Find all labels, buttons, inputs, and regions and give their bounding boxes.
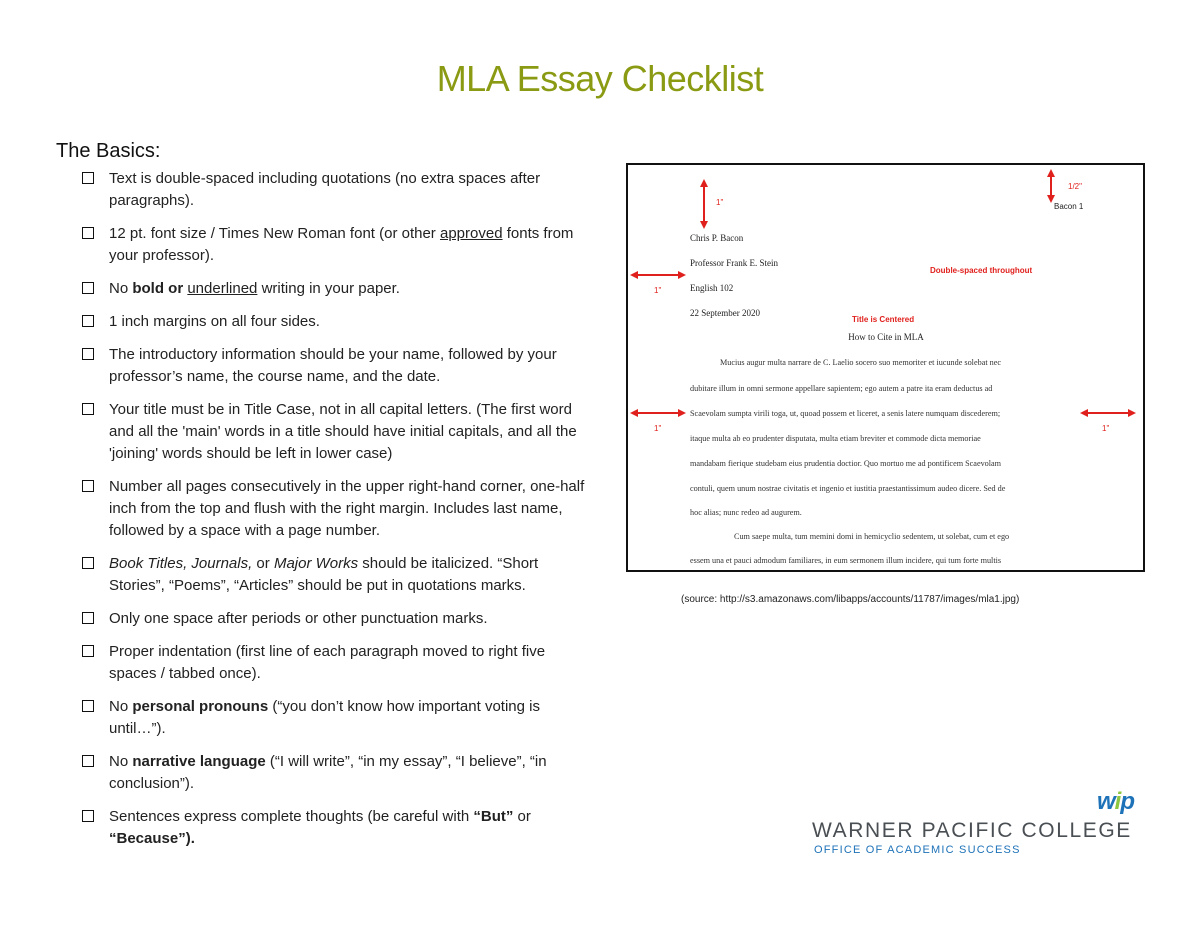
- checklist-item-text: (“I will write”, “in my essay”, “I believe”, “in conclusion”).: [109, 753, 547, 792]
- college-logo: [812, 788, 1142, 863]
- checklist-item-text: Book Titles, Journals,: [109, 555, 253, 572]
- sample-heading-line: English 102: [690, 283, 734, 293]
- checklist-item-text: underlined: [187, 280, 258, 297]
- checklist-item-text: personal pronouns: [132, 698, 269, 715]
- checklist-item-text: Number all pages consecutively in the upper right-hand corner, one-half inch from the top and flush with the right margin. Includes last name, followed by a space with a page number.: [109, 478, 585, 539]
- checklist-item-text: approved: [439, 225, 503, 242]
- sample-essay-title: How to Cite in MLA: [848, 332, 924, 342]
- sample-body-line: Scaevolam sumpta virili toga, ut, quoad possem et liceret, a senis latere numquam discederem;: [690, 409, 1001, 418]
- checklist: [82, 168, 587, 861]
- sample-heading-line: Professor Frank E. Stein: [690, 258, 778, 268]
- checklist-item-text: bold or: [132, 280, 184, 297]
- checklist-item-text: 12 pt. font size / Times New Roman font (or other: [109, 225, 440, 242]
- checklist-item: [82, 476, 587, 542]
- checklist-item: [82, 608, 587, 630]
- sample-body-line: essem una et pauci admodum familiares, in eum sermonem illum incidere, qui tum forte multis: [690, 556, 1002, 565]
- checklist-item: [82, 641, 587, 685]
- checklist-item-text: Text is double-spaced including quotations (no extra spaces after paragraphs).: [109, 170, 541, 209]
- sample-body-line: Cum saepe multa, tum memini domi in hemicyclio sedentem, ut solebat, cum et ego: [734, 532, 1010, 541]
- checklist-item-text: or: [252, 555, 274, 572]
- checklist-item: [82, 278, 587, 300]
- sample-body-line: mandabam fierique studebam eius prudentia doctior. Quo mortuo me ad pontificem Scaevolam: [690, 459, 1002, 468]
- checklist-item-text: “Because”).: [109, 830, 195, 847]
- sample-heading-line: Chris P. Bacon: [690, 233, 744, 243]
- checklist-item: [82, 223, 587, 267]
- checkbox-icon[interactable]: [82, 282, 94, 294]
- checklist-item-text: Sentences express complete thoughts (be careful with: [109, 808, 474, 825]
- college-name: WARNER PACIFIC COLLEGE: [812, 819, 1132, 842]
- checklist-item: [82, 751, 587, 795]
- document-title: MLA Essay Checklist: [436, 58, 764, 99]
- checkbox-icon[interactable]: [82, 480, 94, 492]
- checklist-item-text: or: [513, 808, 531, 825]
- checkbox-icon[interactable]: [82, 315, 94, 327]
- checkbox-icon[interactable]: [82, 172, 94, 184]
- note-double-spaced: Double-spaced throughout: [930, 266, 1033, 275]
- sample-body-line: dubitare illum in omni sermone appellare sapientem; ego autem a patre ita eram deductus ad: [690, 384, 993, 393]
- checklist-item-text: No: [109, 753, 133, 770]
- checkbox-icon[interactable]: [82, 612, 94, 624]
- checklist-item: [82, 399, 587, 465]
- checklist-item-text: should be italicized. “Short Stories”, “Poems”, “Articles” should be put in quotations marks.: [109, 555, 539, 594]
- checkbox-icon[interactable]: [82, 403, 94, 415]
- checklist-item-text: Proper indentation (first line of each paragraph moved to right five spaces / tabbed once).: [109, 643, 546, 682]
- checklist-item-text: (“you don’t know how important voting is until…”).: [109, 698, 540, 737]
- checkbox-icon[interactable]: [82, 700, 94, 712]
- note-title-centered: Title is Centered: [852, 315, 915, 324]
- checkbox-icon[interactable]: [82, 645, 94, 657]
- checklist-item-text: Only one space after periods or other punctuation marks.: [109, 610, 488, 627]
- checkbox-icon[interactable]: [82, 810, 94, 822]
- checklist-item-text: “But”: [473, 808, 514, 825]
- wp-logo-icon: wip: [1096, 788, 1134, 815]
- sample-heading-line: 22 September 2020: [690, 308, 760, 318]
- margin-label-left-mid: 1": [654, 424, 662, 433]
- checklist-item: [82, 344, 587, 388]
- checkbox-icon[interactable]: [82, 227, 94, 239]
- checklist-item-text: The introductory information should be your name, followed by your professor’s name, the course name, and the date.: [109, 346, 557, 385]
- image-source-caption: (source: http://s3.amazonaws.com/libapps/accounts/11787/images/mla1.jpg): [681, 594, 1020, 605]
- checklist-item-text: Major Works: [273, 555, 359, 572]
- sample-body-line: contuli, quem unum nostrae civitatis et ingenio et iustitia praestantissimum audeo dicere. Sed de: [690, 484, 1006, 493]
- sample-body-line: Mucius augur multa narrare de C. Laelio socero suo memoriter et iucunde solebat nec: [720, 358, 1002, 367]
- checklist-item-text: writing in your paper.: [257, 280, 400, 297]
- checkbox-icon[interactable]: [82, 557, 94, 569]
- checkbox-icon[interactable]: [82, 348, 94, 360]
- margin-label-half: 1/2": [1068, 182, 1082, 191]
- checklist-item: [82, 168, 587, 212]
- checklist-item-text: No: [109, 698, 133, 715]
- checklist-item-text: narrative language: [132, 753, 266, 770]
- section-heading: The Basics:: [56, 140, 161, 162]
- office-name: OFFICE OF ACADEMIC SUCCESS: [814, 844, 1021, 856]
- checklist-item: [82, 696, 587, 740]
- sample-body-line: hoc alias; nunc redeo ad augurem.: [690, 508, 802, 517]
- checklist-item: [82, 806, 587, 850]
- margin-label-right-mid: 1": [1102, 424, 1110, 433]
- mla-sample-page-image: [626, 163, 1145, 572]
- checklist-item-text: 1 inch margins on all four sides.: [109, 313, 320, 330]
- checklist-item-text: No: [109, 280, 133, 297]
- checkbox-icon[interactable]: [82, 755, 94, 767]
- checklist-item: [82, 553, 587, 597]
- margin-label-top: 1": [716, 198, 724, 207]
- checklist-item-text: fonts from your professor).: [109, 225, 574, 264]
- sample-body-line: itaque multa ab eo prudenter disputata, multa etiam breviter et commode dicta memoriae: [690, 434, 981, 443]
- page-header-sample: Bacon 1: [1054, 202, 1084, 211]
- checklist-item: [82, 311, 587, 333]
- margin-label-left-top: 1": [654, 286, 662, 295]
- checklist-item-text: Your title must be in Title Case, not in all capital letters. (The first word and all the 'main' words in a title should have initial capitals, and all the 'joining' words should be left in lower case): [109, 401, 577, 462]
